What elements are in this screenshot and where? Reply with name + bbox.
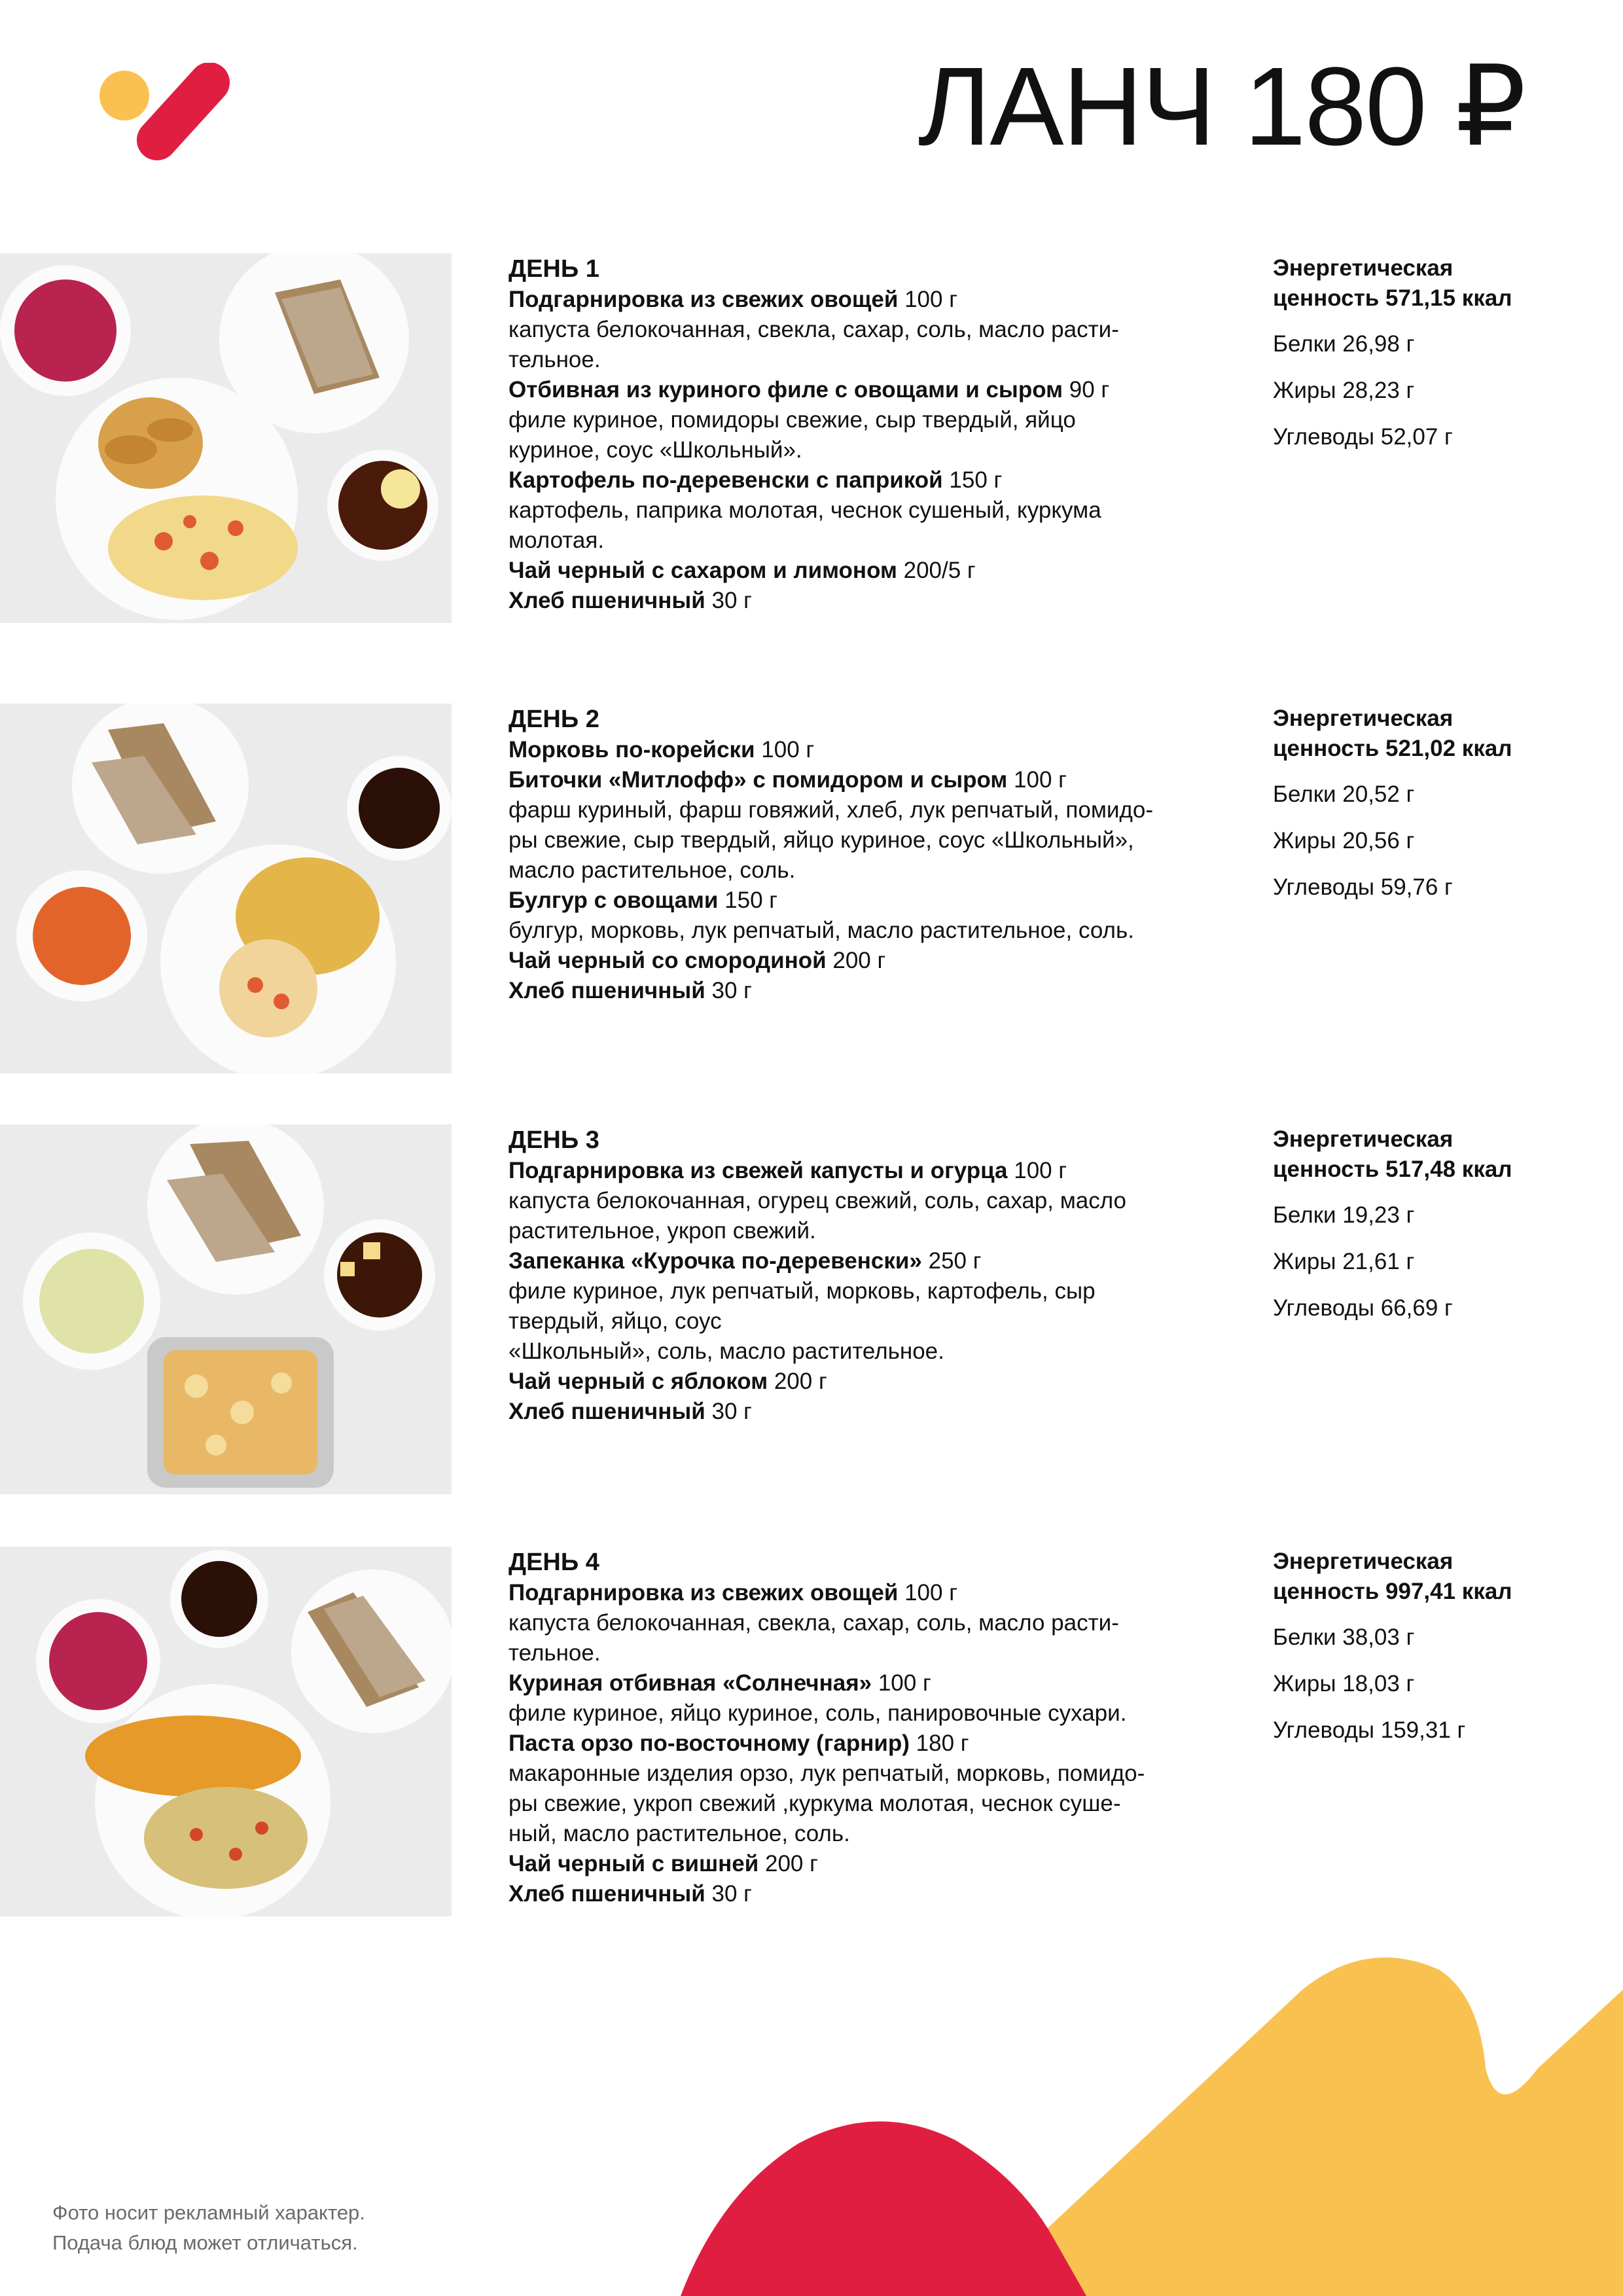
dish-item: [508, 1578, 1241, 1608]
energy-value: [1273, 1124, 1587, 1185]
dish-quantity: 30 г: [705, 1399, 752, 1424]
dish-item: [508, 586, 1241, 616]
dish-ingredients: тельное.: [508, 347, 601, 372]
carbs-value: Углеводы 159,31 г: [1273, 1717, 1466, 1743]
energy-kcal: ценность 521,02 ккал: [1273, 736, 1512, 761]
dish-ingredients: капуста белокочанная, огурец свежий, соль, сахар, масло: [508, 1188, 1127, 1213]
dish-ingredients: капуста белокочанная, свекла, сахар, соль, масло расти-: [508, 317, 1119, 342]
dish-ingredients: тельное.: [508, 1640, 601, 1666]
meal-photo-day-2: [0, 704, 452, 1073]
dish-item: [508, 886, 1241, 916]
dish-quantity: 200 г: [758, 1851, 818, 1876]
energy-label: Энергетическая: [1273, 255, 1454, 281]
dish-name: Булгур с овощами: [508, 888, 719, 913]
dish-item: [508, 556, 1241, 586]
dish-ingredients: фарш куриный, фарш говяжий, хлеб, лук репчатый, помидо-: [508, 797, 1153, 823]
dish-quantity: 180 г: [909, 1731, 969, 1756]
meal-photo-day-4: [0, 1547, 452, 1916]
dish-ingredients: молотая.: [508, 528, 605, 553]
dish-quantity: 200/5 г: [897, 558, 976, 583]
dish-quantity: 250 г: [921, 1248, 982, 1274]
dish-item: [508, 465, 1241, 495]
dish-name: Куриная отбивная «Солнечная»: [508, 1670, 872, 1696]
dish-ingredients: ры свежие, сыр твердый, яйцо куриное, соус «Школьный»,: [508, 827, 1134, 853]
dish-name: Хлеб пшеничный: [508, 1881, 705, 1907]
dish-name: Чай черный с вишней: [508, 1851, 759, 1876]
menu-list-day-4: [508, 1547, 1241, 1909]
energy-value: [1273, 1547, 1587, 1607]
proteins-value: Белки 20,52 г: [1273, 781, 1415, 807]
dish-item: [508, 1668, 1241, 1698]
dish-quantity: 150 г: [718, 888, 778, 913]
dish-quantity: 30 г: [705, 978, 752, 1003]
nutrition-panel-day-2: [1273, 704, 1587, 919]
dish-name: Картофель по-деревенски с паприкой: [508, 467, 943, 493]
logo-yellow-dot: [99, 71, 149, 120]
dish-item: [508, 1729, 1241, 1759]
fats-value: Жиры 21,61 г: [1273, 1249, 1415, 1274]
dish-ingredients: филе куриное, яйцо куриное, соль, панировочные сухари.: [508, 1700, 1127, 1726]
energy-kcal: ценность 571,15 ккал: [1273, 285, 1512, 311]
logo-red-stroke: [157, 82, 209, 140]
dish-quantity: 100 г: [755, 737, 815, 762]
fats-value: Жиры 20,56 г: [1273, 828, 1415, 853]
dish-quantity: 100 г: [872, 1670, 931, 1696]
dish-name: Хлеб пшеничный: [508, 588, 705, 613]
dish-item: [508, 976, 1241, 1006]
dish-quantity: 100 г: [1007, 767, 1067, 793]
dish-ingredients: картофель, паприка молотая, чеснок сушеный, куркума: [508, 497, 1101, 523]
energy-value: [1273, 253, 1587, 314]
dish-name: Хлеб пшеничный: [508, 1399, 705, 1424]
energy-label: Энергетическая: [1273, 1549, 1454, 1574]
dish-item: [508, 1246, 1241, 1276]
disclaimer-line: Фото носит рекламный характер.: [52, 2201, 365, 2224]
dish-name: Морковь по-корейски: [508, 737, 755, 762]
dish-name: Подгарнировка из свежей капусты и огурца: [508, 1158, 1008, 1183]
nutrition-panel-day-4: [1273, 1547, 1587, 1762]
dish-quantity: 100 г: [898, 287, 957, 312]
energy-label: Энергетическая: [1273, 706, 1454, 731]
nutrition-panel-day-3: [1273, 1124, 1587, 1340]
dish-ingredients: твердый, яйцо, соус: [508, 1308, 722, 1334]
dish-ingredients: филе куриное, лук репчатый, морковь, картофель, сыр: [508, 1278, 1096, 1304]
dish-item: [508, 735, 1241, 765]
page-title: ЛАНЧ 180 ₽: [918, 45, 1525, 169]
carbs-value: Углеводы 59,76 г: [1273, 874, 1453, 900]
dish-item: [508, 1849, 1241, 1879]
proteins-value: Белки 38,03 г: [1273, 1624, 1415, 1650]
deco-yellow-wave: [975, 1958, 1623, 2296]
dish-ingredients: масло растительное, соль.: [508, 857, 796, 883]
energy-kcal: ценность 997,41 ккал: [1273, 1579, 1512, 1604]
dish-item: [508, 1367, 1241, 1397]
dish-name: Хлеб пшеничный: [508, 978, 705, 1003]
meal-photo-day-3: [0, 1124, 452, 1494]
dish-ingredients: макаронные изделия орзо, лук репчатый, морковь, помидо-: [508, 1761, 1145, 1786]
dish-name: Чай черный с сахаром и лимоном: [508, 558, 897, 583]
dish-quantity: 200 г: [826, 948, 886, 973]
dish-name: Отбивная из куриного филе с овощами и сыром: [508, 377, 1063, 403]
meal-photo-day-1: [0, 253, 452, 623]
fats-value: Жиры 28,23 г: [1273, 378, 1415, 403]
dish-quantity: 100 г: [898, 1580, 957, 1605]
energy-label: Энергетическая: [1273, 1126, 1454, 1152]
dish-item: [508, 1397, 1241, 1427]
menu-list-day-2: [508, 704, 1241, 1006]
day-heading: ДЕНЬ 4: [508, 1549, 599, 1576]
dish-quantity: 100 г: [1007, 1158, 1067, 1183]
proteins-value: Белки 19,23 г: [1273, 1202, 1415, 1228]
energy-kcal: ценность 517,48 ккал: [1273, 1157, 1512, 1182]
menu-list-day-1: [508, 253, 1241, 616]
dish-quantity: 90 г: [1063, 377, 1110, 403]
photo-disclaimer: [52, 2198, 365, 2258]
nutrition-panel-day-1: [1273, 253, 1587, 469]
brand-logo: [98, 63, 236, 168]
day-heading: ДЕНЬ 2: [508, 706, 599, 733]
menu-list-day-3: [508, 1124, 1241, 1427]
carbs-value: Углеводы 66,69 г: [1273, 1295, 1453, 1321]
dish-quantity: 150 г: [942, 467, 1003, 493]
dish-name: Чай черный с яблоком: [508, 1369, 768, 1394]
carbs-value: Углеводы 52,07 г: [1273, 424, 1453, 450]
dish-name: Запеканка «Курочка по-деревенски»: [508, 1248, 922, 1274]
dish-name: Подгарнировка из свежих овощей: [508, 287, 899, 312]
day-heading: ДЕНЬ 3: [508, 1126, 599, 1154]
dish-item: [508, 285, 1241, 315]
dish-name: Биточки «Митлофф» с помидором и сыром: [508, 767, 1008, 793]
dish-quantity: 30 г: [705, 1881, 752, 1907]
fats-value: Жиры 18,03 г: [1273, 1671, 1415, 1696]
disclaimer-line: Подача блюд может отличаться.: [52, 2231, 358, 2254]
dish-item: [508, 765, 1241, 795]
dish-name: Чай черный со смородиной: [508, 948, 827, 973]
dish-item: [508, 375, 1241, 405]
dish-ingredients: капуста белокочанная, свекла, сахар, соль, масло расти-: [508, 1610, 1119, 1636]
dish-quantity: 30 г: [705, 588, 752, 613]
dish-item: [508, 1156, 1241, 1186]
dish-ingredients: растительное, укроп свежий.: [508, 1218, 816, 1244]
dish-ingredients: филе куриное, помидоры свежие, сыр твердый, яйцо: [508, 407, 1076, 433]
dish-name: Подгарнировка из свежих овощей: [508, 1580, 899, 1605]
dish-name: Паста орзо по-восточному (гарнир): [508, 1731, 910, 1756]
dish-ingredients: ный, масло растительное, соль.: [508, 1821, 850, 1846]
dish-ingredients: булгур, морковь, лук репчатый, масло растительное, соль.: [508, 918, 1134, 943]
dish-item: [508, 1879, 1241, 1909]
day-heading: ДЕНЬ 1: [508, 255, 599, 283]
deco-red-shape: [681, 2121, 1086, 2296]
dish-quantity: 200 г: [768, 1369, 827, 1394]
dish-item: [508, 946, 1241, 976]
proteins-value: Белки 26,98 г: [1273, 331, 1415, 357]
energy-value: [1273, 704, 1587, 764]
dish-ingredients: «Школьный», соль, масло растительное.: [508, 1338, 944, 1364]
dish-ingredients: ры свежие, укроп свежий ,куркума молотая, чеснок суше-: [508, 1791, 1121, 1816]
dish-ingredients: куриное, соус «Школьный».: [508, 437, 802, 463]
